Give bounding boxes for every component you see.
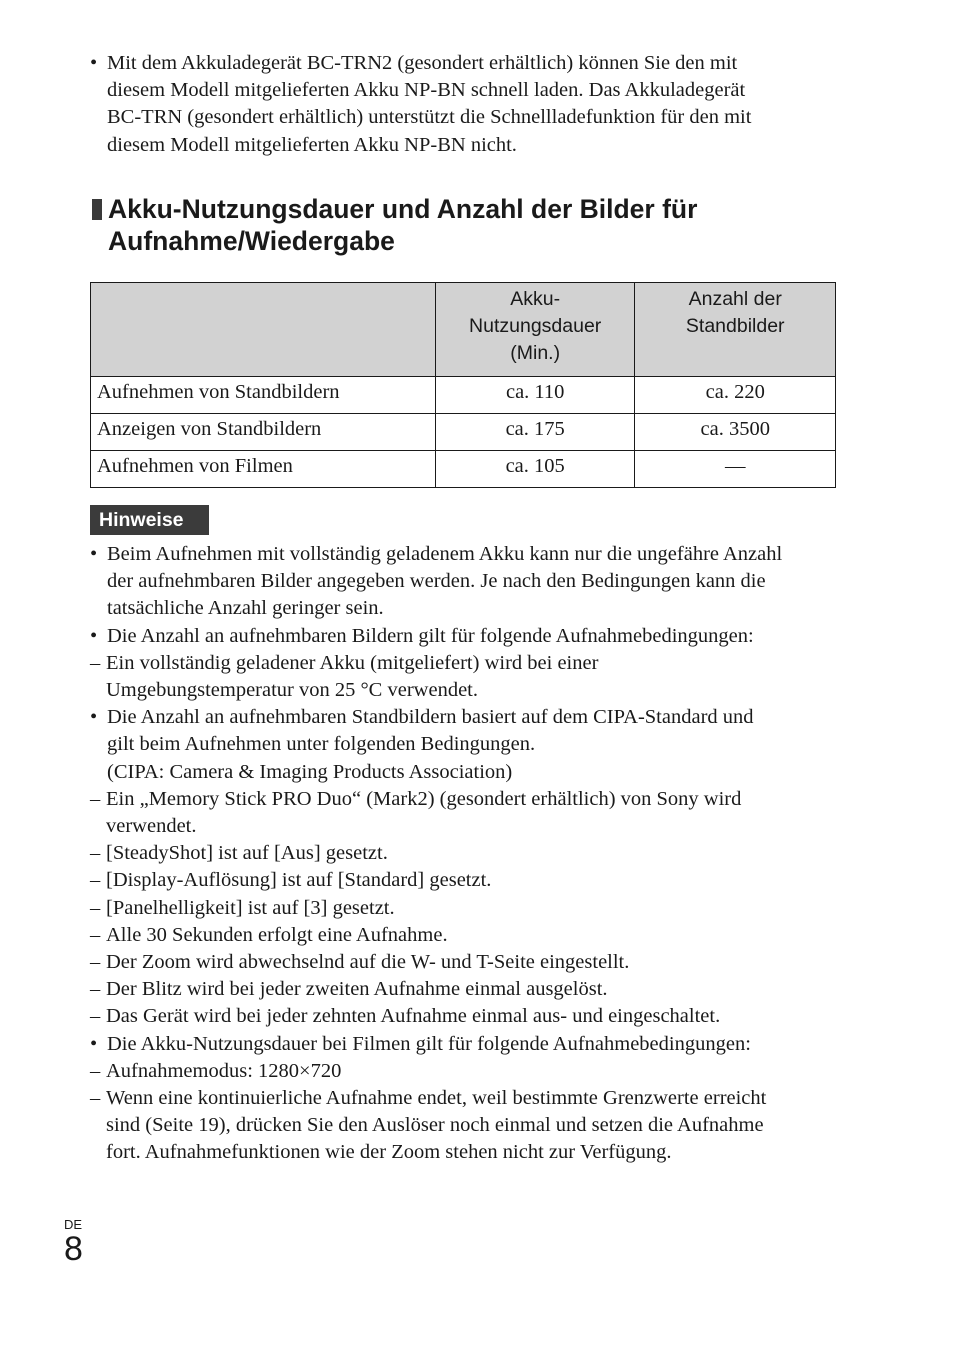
subitem-line: Der Blitz wird bei jeder zweiten Aufnahme einmal ausgelöst. <box>106 978 608 1001</box>
bullet-mark: • <box>90 1032 98 1055</box>
dash-mark: – <box>90 951 101 974</box>
subitem-line: Umgebungstemperatur von 25 °C verwendet. <box>106 679 478 702</box>
heading-line: Akku-Nutzungsdauer und Anzahl der Bilder für <box>108 194 698 224</box>
note-line: Die Anzahl an aufnehmbaren Standbildern basiert auf dem CIPA-Standard und <box>107 706 754 729</box>
table-row <box>91 451 836 488</box>
note-item <box>90 623 850 650</box>
intro-line: Mit dem Akkuladegerät BC-TRN2 (gesondert erhältlich) können Sie den mit <box>107 52 738 74</box>
heading-line: Aufnahme/Wiedergabe <box>108 226 395 256</box>
note-line: Beim Aufnehmen mit vollständig geladenem Akku kann nur die ungefähre Anzahl <box>107 543 783 565</box>
header-line: Nutzungsdauer <box>469 315 602 337</box>
subitem-line: sind (Seite 19), drücken Sie den Auslöser noch einmal und setzen die Aufnahme <box>106 1114 764 1137</box>
row-label: Aufnehmen von Standbildern <box>91 377 436 414</box>
notes-badge: Hinweise <box>90 505 209 535</box>
note-line: tatsächliche Anzahl geringer sein. <box>107 597 384 620</box>
row-label: Anzeigen von Standbildern <box>91 414 436 451</box>
bullet-mark: • <box>90 52 98 74</box>
note-subitem <box>90 1058 850 1085</box>
note-line: (CIPA: Camera & Imaging Products Association) <box>107 760 513 783</box>
subitem-line: Der Zoom wird abwechselnd auf die W- und T-Seite eingestellt. <box>106 951 630 974</box>
note-line: Die Akku-Nutzungsdauer bei Filmen gilt für folgende Aufnahmebedingungen: <box>107 1032 751 1055</box>
section-heading <box>90 193 850 257</box>
dash-mark: – <box>90 1059 101 1082</box>
header-line: (Min.) <box>510 342 561 364</box>
bullet-mark: • <box>90 624 98 647</box>
image-count: — <box>635 451 836 488</box>
image-count: ca. 220 <box>635 377 836 414</box>
page-number: 8 <box>64 1230 83 1268</box>
dash-mark: – <box>90 842 101 865</box>
bullet-mark: • <box>90 706 98 729</box>
subitem-line: Das Gerät wird bei jeder zehnten Aufnahme einmal aus- und eingeschaltet. <box>106 1005 721 1028</box>
table-header-row <box>91 283 836 377</box>
intro-line: diesem Modell mitgelieferten Akku NP-BN schnell laden. Das Akkuladegerät <box>107 79 746 102</box>
note-subitem <box>90 786 850 840</box>
note-line: der aufnehmbaren Bilder angegeben werden. Je nach den Bedingungen kann die <box>107 570 766 593</box>
note-item <box>90 541 850 623</box>
intro-note <box>90 50 847 159</box>
table-row <box>91 414 836 451</box>
intro-line: BC-TRN (gesondert erhältlich) unterstützt die Schnellladefunktion für den mit <box>107 106 752 129</box>
note-line: Die Anzahl an aufnehmbaren Bildern gilt für folgende Aufnahmebedingungen: <box>107 624 754 647</box>
row-label: Aufnehmen von Filmen <box>91 451 436 488</box>
subitem-line: Alle 30 Sekunden erfolgt eine Aufnahme. <box>106 923 448 946</box>
battery-duration: ca. 175 <box>435 414 635 451</box>
language-code: DE <box>64 1217 83 1232</box>
battery-life-table <box>90 282 836 488</box>
subitem-line: Ein „Memory Stick PRO Duo“ (Mark2) (gesondert erhältlich) von Sony wird <box>106 787 742 810</box>
dash-mark: – <box>90 978 101 1001</box>
note-subitem <box>90 867 850 894</box>
dash-mark: – <box>90 1005 101 1028</box>
header-line: Akku- <box>510 288 561 310</box>
table-row <box>91 377 836 414</box>
note-subitem <box>90 922 850 949</box>
intro-line: diesem Modell mitgelieferten Akku NP-BN nicht. <box>107 133 517 156</box>
subitem-line: [SteadyShot] ist auf [Aus] gesetzt. <box>106 842 388 865</box>
page-footer <box>64 1217 83 1267</box>
note-item <box>90 704 850 786</box>
note-subitem <box>90 976 850 1003</box>
subitem-line: verwendet. <box>106 815 197 838</box>
note-subitem <box>90 840 850 867</box>
subitem-line: Wenn eine kontinuierliche Aufnahme endet, weil bestimmte Grenzwerte erreicht <box>106 1087 767 1110</box>
section-marker-icon <box>92 199 102 220</box>
note-subitem <box>90 650 850 704</box>
note-line: gilt beim Aufnehmen unter folgenden Bedingungen. <box>107 733 536 756</box>
note-item <box>90 1031 850 1058</box>
image-count: ca. 3500 <box>635 414 836 451</box>
dash-mark: – <box>90 869 101 892</box>
header-image-count <box>635 283 836 377</box>
note-subitem <box>90 1003 850 1030</box>
notes-list <box>90 541 850 1167</box>
note-subitem <box>90 949 850 976</box>
header-line: Anzahl der <box>688 288 782 310</box>
subitem-line: fort. Aufnahmefunktionen wie der Zoom stehen nicht zur Verfügung. <box>106 1141 672 1164</box>
subitem-line: [Panelhelligkeit] ist auf [3] gesetzt. <box>106 896 395 919</box>
note-subitem <box>90 1085 850 1167</box>
subitem-line: [Display-Auflösung] ist auf [Standard] gesetzt. <box>106 869 492 892</box>
dash-mark: – <box>90 1087 101 1110</box>
battery-duration: ca. 105 <box>435 451 635 488</box>
dash-mark: – <box>90 923 101 946</box>
note-subitem <box>90 895 850 922</box>
bullet-mark: • <box>90 543 98 565</box>
battery-duration: ca. 110 <box>435 377 635 414</box>
subitem-line: Ein vollständig geladener Akku (mitgeliefert) wird bei einer <box>106 651 599 674</box>
dash-mark: – <box>90 787 101 810</box>
header-empty-cell <box>91 283 436 377</box>
header-line: Standbilder <box>685 315 785 337</box>
dash-mark: – <box>90 651 101 674</box>
header-battery-life <box>435 283 635 377</box>
subitem-line: Aufnahmemodus: 1280×720 <box>106 1059 342 1082</box>
dash-mark: – <box>90 896 101 919</box>
